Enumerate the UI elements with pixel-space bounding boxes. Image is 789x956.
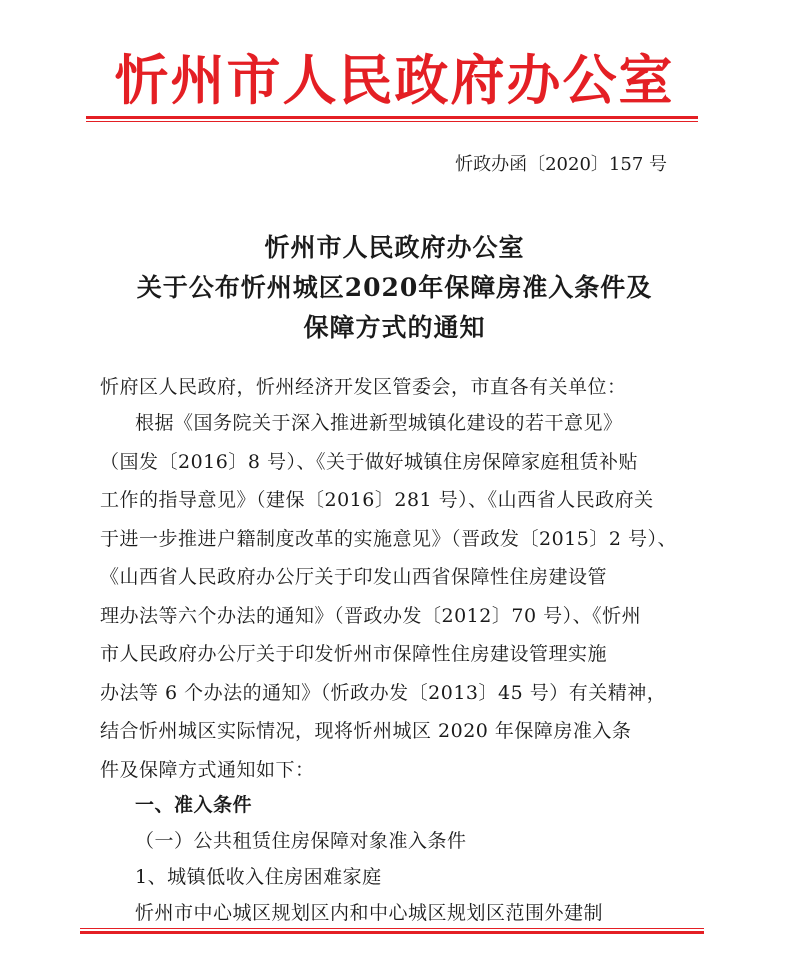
document-title-line-3: 保障方式的通知 — [303, 313, 486, 342]
paragraph-line-last: 忻州市中心城区规划区内和中心城区规划区范围外建制 — [135, 902, 604, 924]
paragraph-line: 市人民政府办公厅关于印发忻州市保障性住房建设管理实施 — [100, 643, 608, 665]
paragraph-line: 根据《国务院关于深入推进新型城镇化建设的若干意见》 — [135, 412, 623, 434]
paragraph-line: 件及保障方式通知如下： — [100, 758, 315, 781]
section-heading: 一、准入条件 — [135, 794, 253, 816]
item-heading: 1、城镇低收入住房困难家庭 — [135, 866, 382, 888]
header-red-rule — [86, 116, 698, 119]
paragraph-line: 理办法等六个办法的通知》（晋政办发〔2012〕70 号）、《忻州 — [100, 604, 642, 627]
footer-red-rule-thin — [80, 928, 704, 929]
paragraph-line: 结合忻州城区实际情况，现将忻州城区 2020 年保障房准入条 — [100, 720, 632, 742]
document-number: 忻政办函〔2020〕157 号 — [455, 154, 667, 175]
header-red-rule-thin — [86, 121, 698, 122]
paragraph-line: 办法等 6 个办法的通知》（忻政办发〔2013〕45 号）有关精神， — [100, 681, 667, 704]
paragraph-line: 《山西省人民政府办公厅关于印发山西省保障性住房建设管 — [100, 566, 608, 588]
salutation: 忻府区人民政府，忻州经济开发区管委会，市直各有关单位： — [100, 376, 627, 398]
issuing-organization-header: 忻州市人民政府办公室 — [114, 48, 675, 112]
paragraph-line: 工作的指导意见》（建保〔2016〕281 号）、《山西省人民政府关 — [100, 489, 654, 511]
paragraph-line: 于进一步推进户籍制度改革的实施意见》（晋政发〔2015〕2 号）、 — [100, 527, 677, 550]
footer-red-rule — [80, 931, 704, 934]
document-title-line-1: 忻州市人民政府办公室 — [264, 233, 525, 262]
subsection-heading: （一）公共租赁住房保障对象准入条件 — [135, 830, 467, 852]
document-title-line-2: 关于公布忻州城区2020年保障房准入条件及 — [136, 273, 653, 302]
paragraph-line: （国发〔2016〕8 号）、《关于做好城镇住房保障家庭租赁补贴 — [100, 450, 638, 473]
